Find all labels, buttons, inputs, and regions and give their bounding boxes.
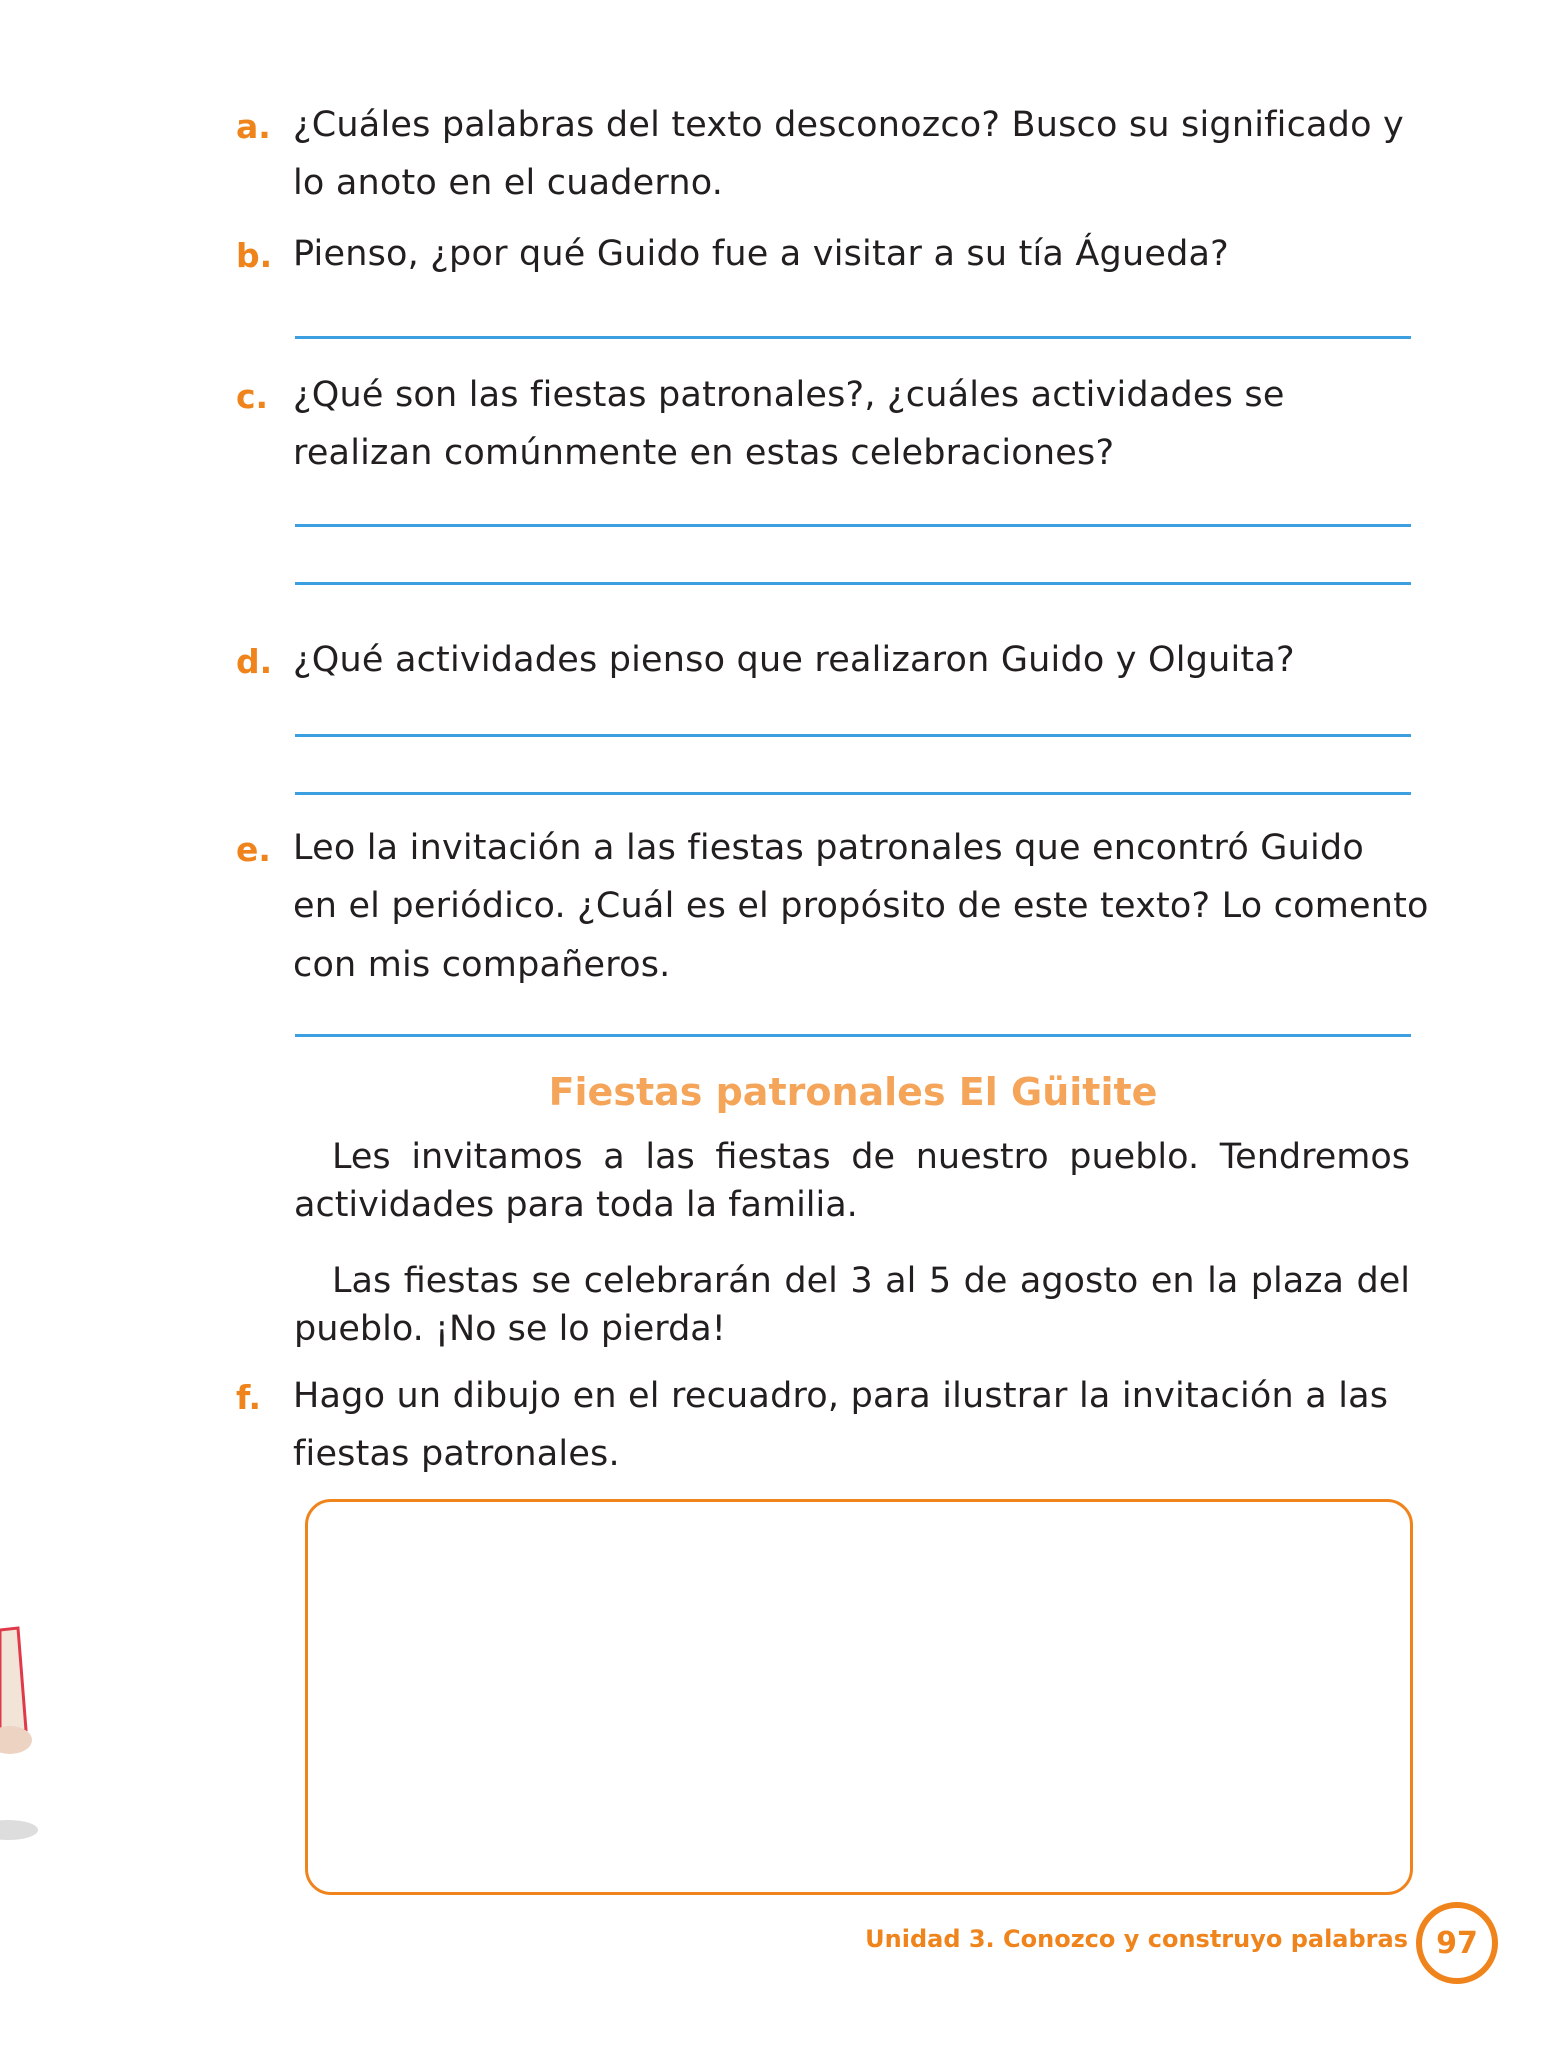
invitation-title: Fiestas patronales El Güitite <box>548 1070 1158 1114</box>
question-e-text: en el periódico. ¿Cuál es el propósito de este texto? Lo comento <box>293 886 1429 926</box>
question-e-letter: e. <box>236 830 271 869</box>
drawing-box[interactable] <box>305 1499 1413 1895</box>
question-b-text: Pienso, ¿por qué Guido fue a visitar a su tía Águeda? <box>293 234 1229 274</box>
answer-line-e[interactable] <box>295 1034 1411 1037</box>
invitation-paragraph: Las fiestas se celebrarán del 3 al 5 de agosto en la plaza del pueblo. ¡No se lo pierda! <box>294 1261 1410 1349</box>
question-f-letter: f. <box>236 1378 262 1417</box>
question-e-text: Leo la invitación a las fiestas patronales que encontró Guido <box>293 828 1364 868</box>
unit-title: Unidad 3. Conozco y construyo palabras <box>865 1925 1408 1953</box>
question-a-text: ¿Cuáles palabras del texto desconozco? Busco su significado y <box>293 105 1404 145</box>
question-f-text: Hago un dibujo en el recuadro, para ilustrar la invitación a las <box>293 1376 1389 1416</box>
answer-line-b[interactable] <box>295 336 1411 339</box>
question-c-text: ¿Qué son las fiestas patronales?, ¿cuáles actividades se <box>293 375 1285 415</box>
answer-line-c2[interactable] <box>295 582 1411 585</box>
question-e-text: con mis compañeros. <box>293 945 671 985</box>
page-number: 97 <box>1416 1902 1498 1984</box>
tower-illustration <box>0 1620 40 1850</box>
question-c-text: realizan comúnmente en estas celebraciones? <box>293 433 1115 473</box>
question-d-text: ¿Qué actividades pienso que realizaron Guido y Olguita? <box>293 640 1295 680</box>
question-d-letter: d. <box>236 642 273 681</box>
question-f-text: fiestas patronales. <box>293 1434 620 1474</box>
question-c-letter: c. <box>236 377 269 416</box>
answer-line-d2[interactable] <box>295 792 1411 795</box>
question-b-letter: b. <box>236 236 273 275</box>
question-a-text: lo anoto en el cuaderno. <box>293 163 724 203</box>
answer-line-d1[interactable] <box>295 734 1411 737</box>
question-a-letter: a. <box>236 107 271 146</box>
answer-line-c1[interactable] <box>295 524 1411 527</box>
invitation-paragraph: Les invitamos a las fiestas de nuestro pueblo. Tendremos actividades para toda la familia. <box>294 1137 1410 1225</box>
